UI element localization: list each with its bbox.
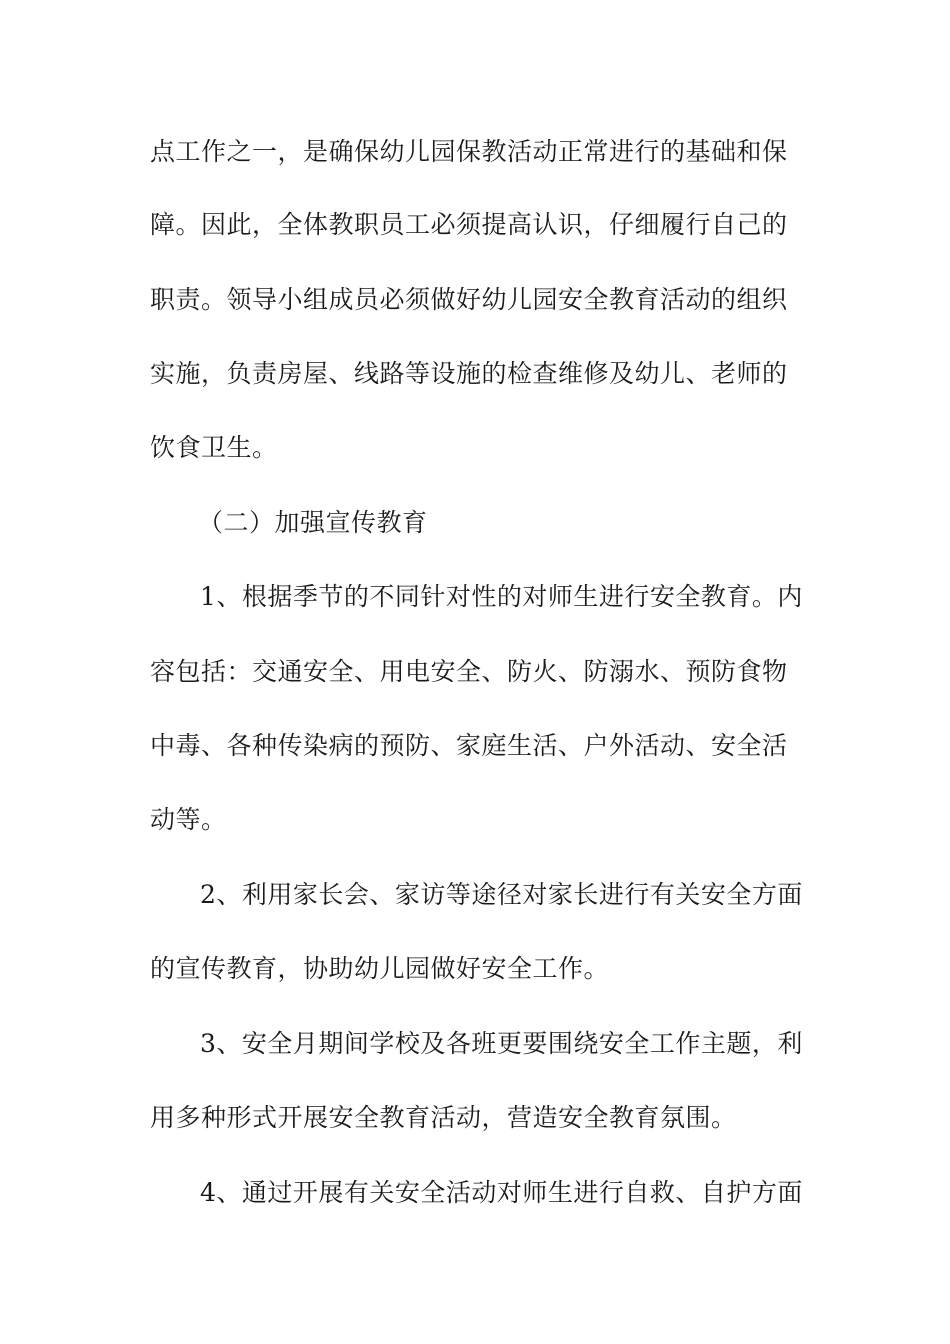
- text-line-13: 3、安全月期间学校及各班更要围绕安全工作主题，利: [200, 1029, 803, 1058]
- text-line-3: 职责。领导小组成员必须做好幼儿园安全教育活动的组织: [150, 285, 788, 314]
- text-line-8: 容包括：交通安全、用电安全、防火、防溺水、预防食物: [150, 657, 788, 686]
- text-line-5: 饮食卫生。: [150, 433, 278, 462]
- text-line-1: 点工作之一，是确保幼儿园保教活动正常进行的基础和保: [150, 137, 788, 166]
- text-line-11: 2、利用家长会、家访等途径对家长进行有关安全方面: [200, 880, 803, 909]
- text-line-12: 的宣传教育，协助幼儿园做好安全工作。: [150, 954, 610, 983]
- text-line-4: 实施，负责房屋、线路等设施的检查维修及幼儿、老师的: [150, 359, 788, 388]
- text-line-9: 中毒、各种传染病的预防、家庭生活、户外活动、安全活: [150, 731, 788, 760]
- text-line-10: 动等。: [150, 805, 227, 834]
- text-line-14: 用多种形式开展安全教育活动，营造安全教育氛围。: [150, 1103, 737, 1132]
- text-line-2: 障。因此，全体教职员工必须提高认识，仔细履行自己的: [150, 210, 788, 239]
- text-line-7: 1、根据季节的不同针对性的对师生进行安全教育。内: [200, 582, 803, 611]
- section-heading: （二）加强宣传教育: [198, 508, 428, 537]
- text-line-15: 4、通过开展有关安全活动对师生进行自救、自护方面: [200, 1178, 803, 1207]
